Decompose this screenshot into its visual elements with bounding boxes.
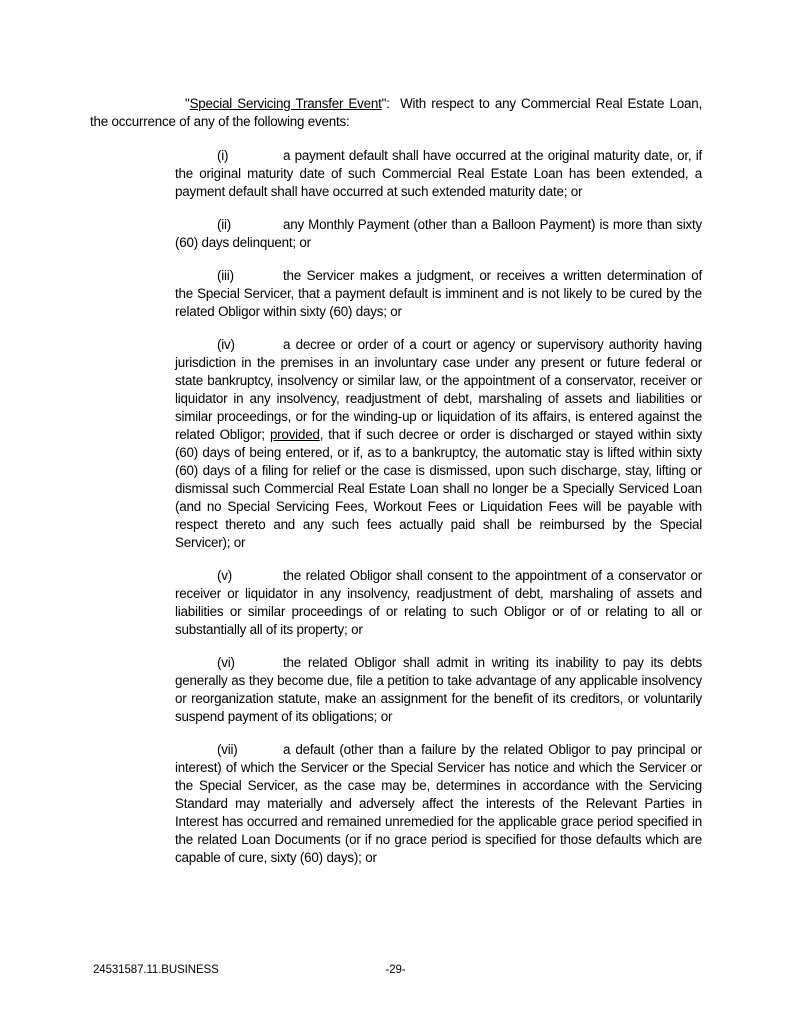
document-body	[90, 95, 702, 882]
text-segment: a decree or order of a court or agency or supervisory authority having jurisdiction in the premises in an involuntary case under any present or future federal or state bankruptcy, insolvency or similar law, or the appointment of a conservator, receiver or liquidator in any insolvency, readjustment of debt, marshaling of assets and liabilities or similar proceedings, or for the winding-up or liquidation of its affairs, is entered against the related Obligor;	[175, 337, 702, 442]
text-segment: the related Obligor shall admit in writing its inability to pay its debts generally as they become due, file a petition to take advantage of any applicable insolvency or reorganization statute, make an assignment for the benefit of its creditors, or voluntarily suspend payment of its obligations; or	[175, 655, 702, 724]
clause-number: (vi)	[217, 655, 235, 670]
text-segment: ": With respect to any Commercial Real Estate Loan, the occurrence of any of the following events:	[90, 96, 702, 129]
underlined-term: Special Servicing Transfer Event	[189, 96, 382, 111]
clause-v	[175, 567, 702, 639]
intro-paragraph	[90, 95, 702, 131]
clause-number: (i)	[217, 148, 229, 163]
clause-i	[175, 147, 702, 201]
clause-number: (v)	[217, 568, 233, 583]
document-control-number: 24531587.11.BUSINESS	[93, 964, 219, 976]
text-segment: "	[185, 96, 190, 111]
clause-vi	[175, 654, 702, 726]
page-footer	[0, 963, 791, 979]
text-segment: any Monthly Payment (other than a Balloon Payment) is more than sixty (60) days delinquent; or	[175, 217, 702, 250]
clause-list	[90, 147, 702, 867]
clause-number: (vii)	[217, 742, 238, 757]
clause-iv	[175, 336, 702, 552]
text-segment: the Servicer makes a judgment, or receives a written determination of the Special Servicer, that a payment default is imminent and is not likely to be cured by the related Obligor within sixty (60) days; or	[175, 268, 702, 319]
clause-number: (iv)	[217, 337, 235, 352]
clause-ii	[175, 216, 702, 252]
clause-number: (iii)	[217, 268, 234, 283]
text-segment: the related Obligor shall consent to the appointment of a conservator or receiver or liquidator in any insolvency, readjustment of debt, marshaling of assets and liabilities or similar proceedings of or relating to such Obligor or of or relating to all or substantially all of its property; or	[175, 568, 702, 637]
page-number: -29-	[385, 964, 406, 976]
clause-vii	[175, 741, 702, 867]
underlined-term: provided	[269, 427, 320, 442]
clause-iii	[175, 267, 702, 321]
text-segment: a default (other than a failure by the related Obligor to pay principal or interest) of which the Servicer or the Special Servicer has notice and which the Servicer or the Special Servicer, as the case may be, determines in accordance with the Servicing Standard may materially and adversely affect the interests of the Relevant Parties in Interest has occurred and remained unremedied for the applicable grace period specified in the related Loan Documents (or if no grace period is specified for those defaults which are capable of cure, sixty (60) days); or	[175, 742, 702, 865]
text-segment: , that if such decree or order is discharged or stayed within sixty (60) days of being entered, or if, as to a bankruptcy, the automatic stay is lifted within sixty (60) days of a filing for relief or the case is dismissed, upon such discharge, stay, lifting or dismissal such Commercial Real Estate Loan shall no longer be a Specially Serviced Loan (and no Special Servicing Fees, Workout Fees or Liquidation Fees will be payable with respect thereto and any such fees actually paid shall be reimbursed by the Special Servicer); or	[175, 427, 702, 550]
clause-number: (ii)	[217, 217, 232, 232]
text-segment: a payment default shall have occurred at the original maturity date, or, if the original maturity date of such Commercial Real Estate Loan has been extended, a payment default shall have occurred at such extended maturity date; or	[175, 148, 702, 199]
